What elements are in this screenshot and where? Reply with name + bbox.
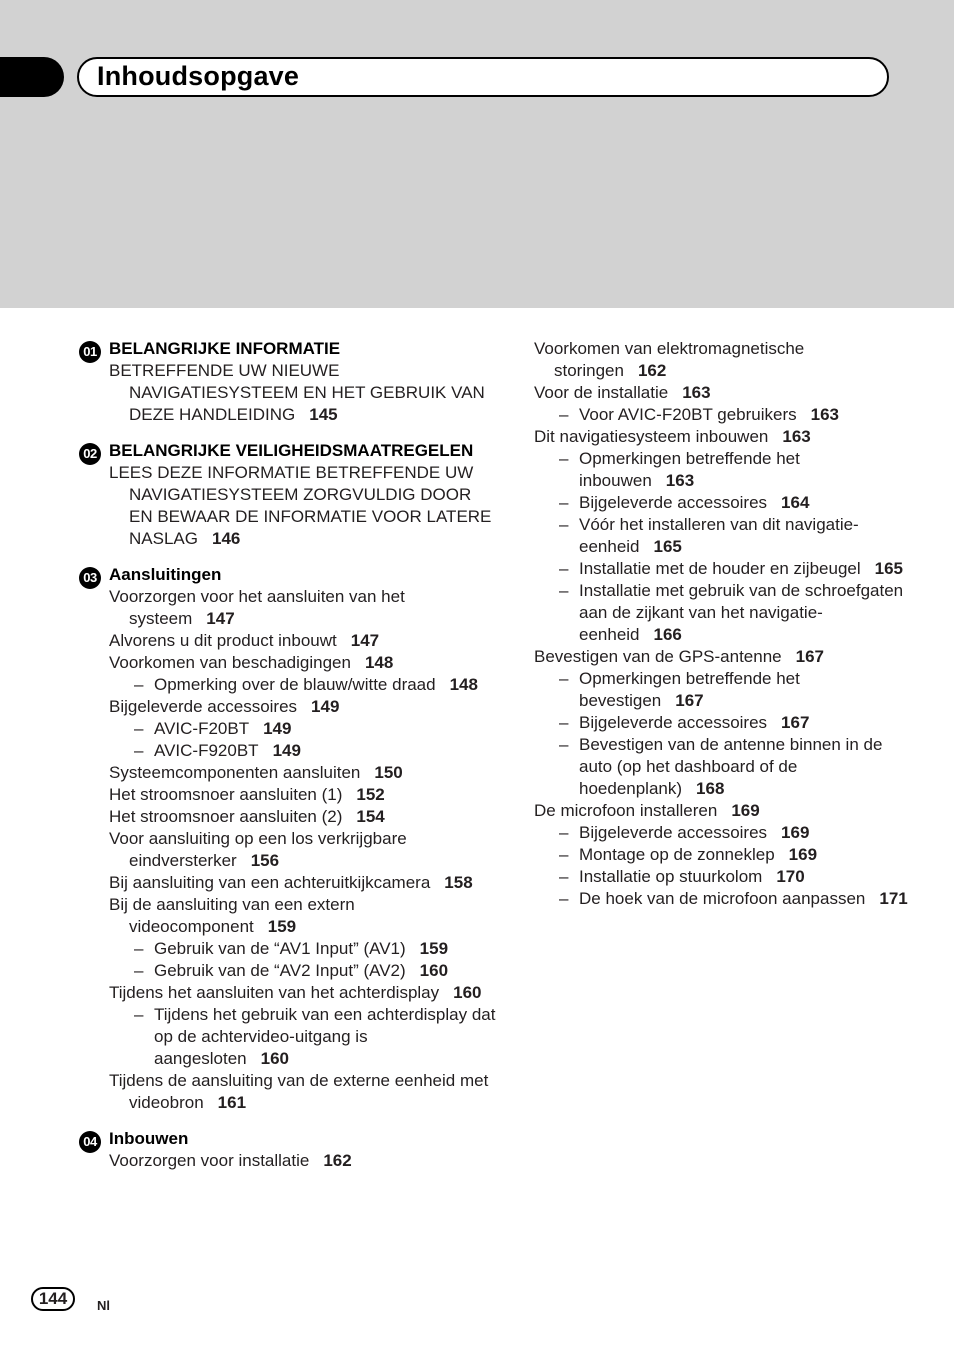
entry-text: Tijdens het aansluiten van het achterdisplay [109, 983, 440, 1002]
toc-entry [109, 586, 499, 630]
toc-subentry [534, 558, 914, 580]
entry-page-number: 152 [356, 785, 385, 804]
entry-text: Bijgeleverde accessoires [579, 713, 768, 732]
entry-text: De hoek van de microfoon aanpassen [579, 889, 866, 908]
toc-subentry [109, 674, 499, 696]
toc-subentry [109, 960, 499, 982]
entry-page-number: 169 [731, 801, 760, 820]
toc-entry [109, 784, 499, 806]
toc-subentry [534, 866, 914, 888]
entry-page-number: 165 [874, 559, 904, 578]
toc-entry [534, 426, 914, 448]
toc-subentry [534, 712, 914, 734]
dash-marker: – [559, 493, 569, 512]
section-number-badge: 01 [79, 341, 101, 363]
entry-page-number: 149 [311, 697, 340, 716]
toc-entry [109, 872, 499, 894]
page-title: Inhoudsopgave [97, 61, 300, 91]
toc-entry [109, 828, 499, 872]
entry-text: Bijgeleverde accessoires [579, 823, 768, 842]
entry-page-number: 147 [206, 609, 235, 628]
header-tab [0, 57, 64, 97]
entry-page-number: 154 [356, 807, 385, 826]
entry-text: Voor AVIC-F20BT gebruikers [579, 405, 797, 424]
entry-text: Installatie op stuurkolom [579, 867, 763, 886]
entry-page-number: 163 [810, 405, 840, 424]
entry-text: BETREFFENDE UW NIEUWE NAVIGATIESYSTEEM EN HET GEBRUIK VAN DEZE HANDLEIDING [109, 361, 485, 424]
dash-marker: – [559, 669, 569, 688]
entry-text: Bijgeleverde accessoires [109, 697, 298, 716]
dash-marker: – [559, 405, 569, 424]
dash-marker: – [134, 961, 144, 980]
dash-marker: – [134, 939, 144, 958]
dash-marker: – [559, 823, 569, 842]
toc-entry [109, 806, 499, 828]
entry-text: Opmerkingen betreffende het inbouwen [579, 449, 800, 490]
entry-text: Vóór het installeren van dit navigatie-eenheid [579, 515, 859, 556]
toc-subentry [534, 888, 914, 910]
dash-marker: – [134, 675, 144, 694]
entry-text: Systeemcomponenten aansluiten [109, 763, 361, 782]
entry-page-number: 147 [350, 631, 380, 650]
toc-entry [534, 382, 914, 404]
toc-entry [109, 696, 499, 718]
entry-text: Het stroomsnoer aansluiten (2) [109, 807, 343, 826]
entry-text: Voor de installatie [534, 383, 669, 402]
entry-page-number: 169 [788, 845, 818, 864]
entry-page-number: 170 [776, 867, 805, 886]
entry-page-number: 167 [795, 647, 824, 666]
entry-page-number: 148 [364, 653, 394, 672]
entry-text: Voor aansluiting op een los verkrijgbare eindversterker [109, 829, 407, 870]
entry-page-number: 145 [309, 405, 338, 424]
entry-text: Gebruik van de “AV2 Input” (AV2) [154, 961, 406, 980]
entry-page-number: 162 [323, 1151, 352, 1170]
entry-text: Bevestigen van de antenne binnen in de auto (op het dashboard of de hoedenplank) [579, 735, 883, 798]
entry-text: LEES DEZE INFORMATIE BETREFFENDE UW NAVIGATIESYSTEEM ZORGVULDIG DOOR EN BEWAAR DE INFORMATIE VOOR LATERE NASLAG [109, 463, 492, 548]
toc-subentry [534, 844, 914, 866]
entry-page-number: 156 [250, 851, 280, 870]
toc-subentry [109, 740, 499, 762]
toc-subentry [534, 448, 914, 492]
entry-page-number: 163 [665, 471, 695, 490]
entry-text: AVIC-F20BT [154, 719, 250, 738]
entry-text: Opmerking over de blauw/witte draad [154, 675, 436, 694]
entry-text: Bevestigen van de GPS-antenne [534, 647, 782, 666]
entry-text: Opmerkingen betreffende het bevestigen [579, 669, 800, 710]
section-title: Inbouwen [109, 1129, 189, 1148]
entry-text: Installatie met de houder en zijbeugel [579, 559, 861, 578]
entry-page-number: 160 [453, 983, 482, 1002]
dash-marker: – [559, 735, 569, 754]
toc-entry [109, 360, 499, 426]
entry-text: Voorzorgen voor installatie [109, 1151, 310, 1170]
toc-section [79, 338, 499, 426]
toc-subentry [534, 734, 914, 800]
section-title: BELANGRIJKE INFORMATIE [109, 339, 341, 358]
entry-page-number: 169 [781, 823, 810, 842]
toc-entry [109, 894, 499, 938]
toc-entry [109, 982, 499, 1004]
toc-entry [534, 646, 914, 668]
entry-text: Tijdens het gebruik van een achterdisplay dat op de achtervideo-uitgang is aangesloten [154, 1005, 496, 1068]
dash-marker: – [134, 1005, 144, 1024]
entry-text: Voorkomen van elektromagnetische storingen [534, 339, 805, 380]
dash-marker: – [559, 867, 569, 886]
page-number: 144 [31, 1287, 75, 1311]
language-code: Nl [97, 1298, 110, 1313]
entry-text: Bij aansluiting van een achteruitkijkcamera [109, 873, 431, 892]
dash-marker: – [559, 581, 569, 600]
entry-page-number: 160 [419, 961, 449, 980]
toc-entry [109, 630, 499, 652]
toc-subentry [534, 492, 914, 514]
entry-text: Installatie met gebruik van de schroefgaten aan de zijkant van het navigatie-eenheid [579, 581, 904, 644]
section-title: BELANGRIJKE VEILIGHEIDSMAATREGELEN [109, 441, 474, 460]
entry-page-number: 164 [781, 493, 810, 512]
entry-page-number: 150 [374, 763, 403, 782]
entry-text: Tijdens de aansluiting van de externe eenheid met videobron [109, 1071, 489, 1112]
toc-subentry [534, 404, 914, 426]
dash-marker: – [559, 713, 569, 732]
toc-subentry [534, 514, 914, 558]
section-number-badge: 02 [79, 443, 101, 465]
entry-text: Bij de aansluiting van een extern videocomponent [109, 895, 355, 936]
entry-page-number: 167 [675, 691, 704, 710]
dash-marker: – [559, 559, 569, 578]
toc-entry [109, 762, 499, 784]
section-number-badge: 03 [79, 567, 101, 589]
section-title: Aansluitingen [109, 565, 222, 584]
toc-entry [109, 1070, 499, 1114]
dash-marker: – [559, 515, 569, 534]
entry-text: Voorzorgen voor het aansluiten van het systeem [109, 587, 405, 628]
toc-subentry [534, 580, 914, 646]
dash-marker: – [559, 449, 569, 468]
toc-subentry [534, 822, 914, 844]
entry-page-number: 161 [217, 1093, 247, 1112]
toc-subentry [109, 718, 499, 740]
toc-right-column [534, 338, 914, 910]
entry-text: De microfoon installeren [534, 801, 718, 820]
dash-marker: – [134, 719, 144, 738]
toc-entry [534, 800, 914, 822]
entry-text: Voorkomen van beschadigingen [109, 653, 351, 672]
section-number-badge: 04 [79, 1131, 101, 1153]
toc-section [79, 1128, 499, 1172]
dash-marker: – [559, 845, 569, 864]
entry-page-number: 149 [272, 741, 301, 760]
entry-page-number: 168 [696, 779, 725, 798]
entry-text: Montage op de zonneklep [579, 845, 775, 864]
dash-marker: – [134, 741, 144, 760]
entry-page-number: 146 [211, 529, 241, 548]
toc-section [79, 564, 499, 1114]
toc-entry [109, 652, 499, 674]
entry-page-number: 165 [653, 537, 682, 556]
entry-text: Dit navigatiesysteem inbouwen [534, 427, 769, 446]
entry-page-number: 167 [781, 713, 810, 732]
entry-page-number: 162 [637, 361, 667, 380]
toc-subentry [109, 938, 499, 960]
toc-subentry [109, 1004, 499, 1070]
entry-text: AVIC-F920BT [154, 741, 259, 760]
toc-left-column [79, 338, 499, 1186]
dash-marker: – [559, 889, 569, 908]
entry-page-number: 159 [267, 917, 297, 936]
entry-text: Gebruik van de “AV1 Input” (AV1) [154, 939, 406, 958]
entry-page-number: 160 [260, 1049, 290, 1068]
entry-page-number: 148 [449, 675, 478, 694]
toc-entry [534, 338, 914, 382]
entry-page-number: 171 [879, 889, 908, 908]
entry-page-number: 158 [444, 873, 473, 892]
entry-text: Bijgeleverde accessoires [579, 493, 768, 512]
toc-section [79, 440, 499, 550]
entry-page-number: 163 [682, 383, 711, 402]
entry-page-number: 163 [782, 427, 811, 446]
toc-subentry [534, 668, 914, 712]
entry-text: Het stroomsnoer aansluiten (1) [109, 785, 343, 804]
toc-entry [109, 462, 499, 550]
entry-page-number: 149 [263, 719, 292, 738]
toc-entry [109, 1150, 499, 1172]
entry-page-number: 159 [419, 939, 449, 958]
entry-page-number: 166 [653, 625, 682, 644]
entry-text: Alvorens u dit product inbouwt [109, 631, 337, 650]
header-band [0, 0, 954, 308]
